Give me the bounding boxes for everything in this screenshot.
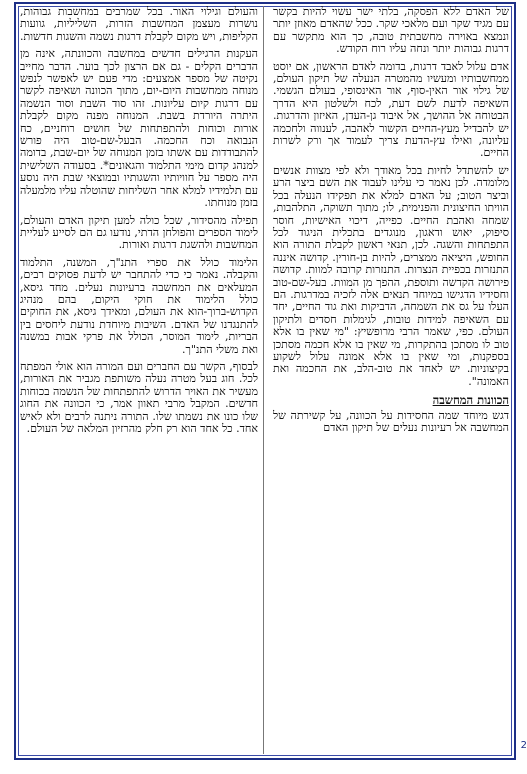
paragraph: לבסוף, הקשר עם החברים ועם המורה הוא אולי המפתח לכל. חוג בעל מטרה נעלה משותפת מגביר את האורות, מעשיר את האויר הדרוש להתפתחות של הנשמה בכוחות חדשים. המקבל מרבי תאוון אמר, כי הכוונה את החוג שלו כונו את נשמתו שלו. התורה ניתנה לרבים ולא לאיש אחד. כל אחד הוא רק חלק מהרזיון המלאה של העולם. [20,359,258,435]
page-number: 2 [520,740,527,751]
paragraph: אדם עלול לאבד דרגות, בדומה לאדם הראשון, אם יוסט ממחשבותיו ומעשיו מהמטרה הנעלה של תיקון העולם, של גילוי אור האין-סוף, אור האינסופי, בעולם הגשמי. השאיפה לדעת לשם דעת, לכח ולשלטון היא הדרך הבטוחה אל ההושך, אל איבוד גן-העדן, האיזון והדרגות. יש להבדיל מעץ-החיים הקשור לאהבה, לענווה ולחכמה עליונה, ואילו עץ-הדעת צריך לעמוד אך ורק לשרות החיים. [273,59,509,160]
paragraph: של האדם ללא הפסקה, בלתי ישר עשוי להיות בקשר עם מגיד שקר ועם מלאכי שקר. ככל שהאדם מאוזן יותר ונמצא באוירה מחשבתית טובה, כך הוא מתקשר עם דרגות גבוהות יותר ונחה עליו רוח הקודש. [273,6,509,56]
left-column [20,6,258,770]
paragraph: והעולם וגילוי האור. בכל שמרבים במחשבות גבוהות, נושרות מעצמן המחשבות הזרות, השליליות, גוועות הקליפות, ויש מקום לקבלת דרגות נשמה והשגות חדשות. [20,6,258,43]
section-heading: הכוונות המחשבה [432,393,509,408]
paragraph: הלימוד כולל את ספרי התנ"ך, המשנה, התלמוד והקבלה. נאמר כי כדי להתחבר יש לדעת פסוקים רבים, המעלאים את המחשבה ברעיונות נעלים. מחד גיסא, כולל הלימוד את חוקי היקום, בהם מנהיג הקדוש-ברוך-הוא את העולם, ומאידך גיסא, את החוקים להתנגדנו של האדם. השיבות מיוחדת נודעת ליחסים בין הבריות, לימוד המוסר, הכולל את פרקי אבות במשנה ואת משלי התנ"ך. [20,255,258,356]
paragraph: העקנות הרגילים חדשים במחשבה והכוונתה, אינה מן הדברים הקלים - גם אם הרצון לכך בוער. הדבר מחייב נקיטה של מספר אמצעים: מדי פעם יש לאפשר לנפש מנוחה ממחשבות היום-יום, מתוך הכוונה ושאיפה לקשר עם דרגות קיום עליונות. זהו סוד השבת וסוד הנשמה היתרה היורדת בשבת. המנוחה מפנה מקום לקבלת אורות וכוחות ולהתפתחות של חושים רוחניים, כח הנבואה וכח החכמה. הבעל-שם-טוב היה פורש להתבודדות עם אשתו בזמן המנוחה של יום-שבת, בדומה למנהג קדום מימי התלמוד והגאונים*. בסעודה השלישית היה מספר על חוויותיו והשגותיו ובמוצאי שבת היה נוסע עם תלמידיו למלא אחר השליחות שהוטלה עליו מלמעלה בזמן מנוחתו. [20,47,258,210]
paragraph: דגש מיוחד שמה החסידות על הכוונה, על קשירתה של המחשבה אל רעיונות נעלים של תיקון האדם [273,408,509,434]
paragraph: יש להשתדל לחיות בכל מאודך ולא לפי מצוות אנשים מלומדה. לכן נאמר כי עלינו לעבוד את השם ביצר הרע וביצר הטוב; על האדם למלא את תפקידו הנעלה בכל הוויתו החיצונית והפנימית, לו; מתוך תשוקה, התלהבות, שמחה ואהבת החיים. כפייה, דיכוי האישיות, חוסר סיפוק, יאוש ודאגון, מנוגדים בתכלית הניגוד לכל התפתחות והשגה. לכן, תנאי ראשון לקבלת התורה הוא החופש, היציאה ממצרים, להיות בן-חורין. קדושה איננה התנזרות בכפיית הנצרות. התנזרות קרובה למוות. קדושה פירושה הקדשה ותוספת, ההפך מן המוות. בעל-שם-טוב וחסידיו הדגישו במיוחד תנאים אלה לזכיה במדרגות. הם העלו על גס את השמחה, הדביקות ואת גוד החיים, יחד עם השאיפה למידות טובות, לגימלות חסדים ולתיקון העולם. כפי, שאמר הרבי מרופשיץ: "מי שאין בו אלא טוב לו מסתכן בהתקרות, מי שאין בו אלא חכמה מסתכן בספקנות, ומי שאין בו אלא אמונה עלול לשקוע בקיצוניות. יש לאחד את טוב-הלב, את החכמה ואת האמונה". [273,163,509,388]
column-divider [263,6,264,754]
right-column [273,6,509,770]
paragraph: תפילה מהסידור, שכל כולה למען תיקון האדם והעולם, לימוד הספרים והפולחן הדתי, נודעו גם הם לסייע לעליית המחשבות ולהשגת דרגות ואורות. [20,213,258,252]
